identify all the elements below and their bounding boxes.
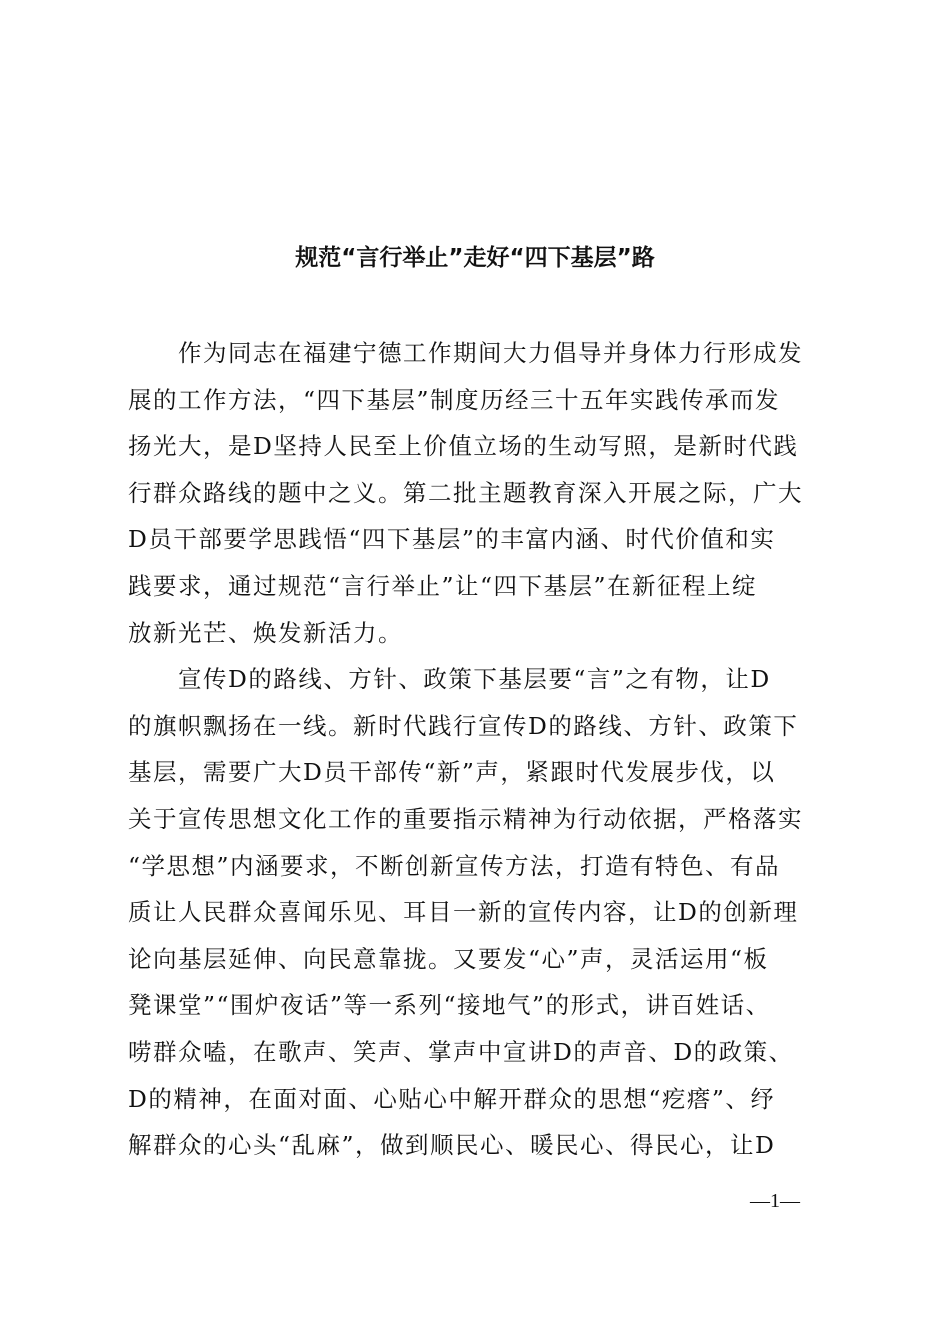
body-line: 解群众的心头“乱麻”，做到顺民心、暖民心、得民心，让D (128, 1131, 776, 1160)
body-line: 凳课堂”“围炉夜话”等一系列“接地气”的形式，讲百姓话、 (128, 991, 771, 1020)
body-line: 宣传D的路线、方针、政策下基层要“言”之有物，让D (128, 665, 771, 694)
body-line: 行群众路线的题中之义。第二批主题教育深入开展之际，广大 (128, 478, 803, 507)
body-line: “学思想”内涵要求，不断创新宣传方法，打造有特色、有品 (128, 851, 781, 880)
body-line: 作为同志在福建宁德工作期间大力倡导并身体力行形成发 (128, 339, 803, 367)
body-line: 论向基层延伸、向民意靠拢。又要发“心”声，灵活运用“板 (128, 944, 769, 973)
page-number: —1— (750, 1190, 800, 1212)
body-line: D员干部要学思践悟“四下基层”的丰富内涵、时代价值和实 (128, 525, 776, 554)
body-line: D的精神，在面对面、心贴心中解开群众的思想“疙瘩”、纾 (128, 1084, 776, 1113)
document-body (128, 330, 840, 1169)
body-line: 展的工作方法，“四下基层”制度历经三十五年实践传承而发 (128, 385, 781, 414)
body-line: 践要求，通过规范“言行举止”让“四下基层”在新征程上绽 (128, 571, 758, 600)
body-line: 基层，需要广大D员干部传“新”声，紧跟时代发展步伐，以 (128, 758, 776, 787)
document-title: 规范“言行举止”走好“四下基层”路 (295, 245, 655, 271)
body-line: 质让人民群众喜闻乐见、耳目一新的宣传内容，让D的创新理 (128, 898, 799, 927)
body-line: 关于宣传思想文化工作的重要指示精神为行动依据，严格落实 (128, 804, 803, 833)
body-line: 的旗帜飘扬在一线。新时代践行宣传D的路线、方针、政策下 (128, 711, 799, 740)
body-line: 唠群众嗑，在歌声、笑声、掌声中宣讲D的声音、D的政策、 (128, 1037, 794, 1066)
body-line: 扬光大，是D坚持人民至上价值立场的生动写照，是新时代践 (128, 432, 799, 461)
body-line: 放新光芒、焕发新活力。 (128, 618, 403, 647)
